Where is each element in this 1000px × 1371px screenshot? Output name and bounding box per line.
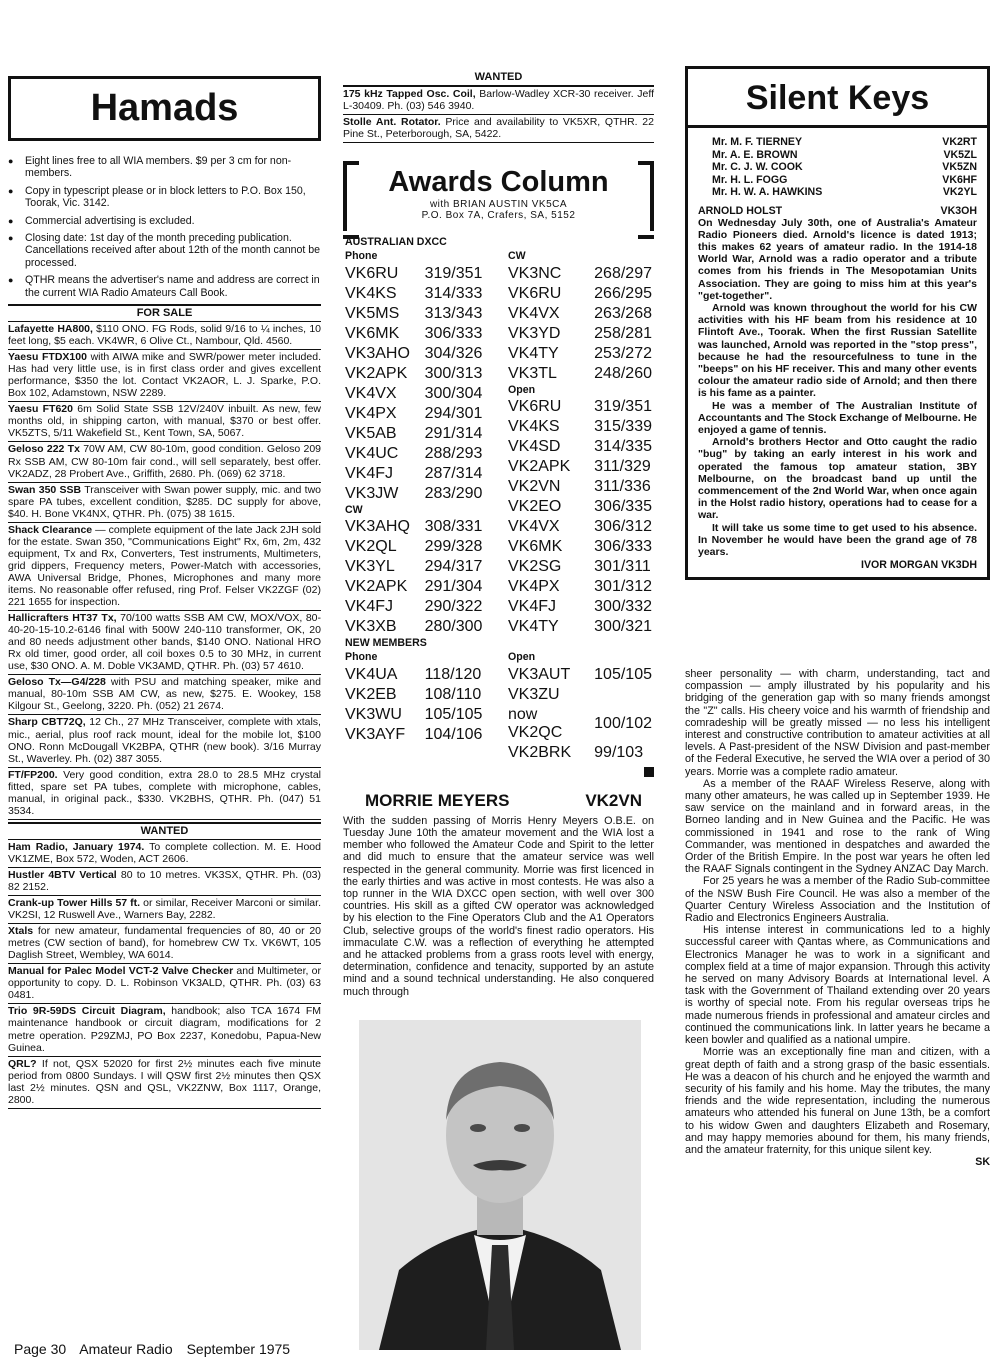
ad-lead: Stolle Ant. Rotator.	[343, 116, 441, 129]
dxcc-call: VK3JW	[345, 484, 399, 502]
ad-item	[8, 483, 321, 523]
dxcc-score: 99/103	[594, 743, 644, 761]
ad-text: — complete equipment of the late Jack 2JH sold for the estate. Swan 350, "Communications Eight" Rx, 6m, 2m, 432 equipment, Tx and Rx, Converters, Test instruments, Multimeters, grid dippers, Frequency meters, Power-Match with accessories, AWA Universal Bridge, Phones, Microphones and many more items. No reasonable offer refused, ring Prof. Felser VK2ZGF (02) 221 1655 for inspection.	[8, 523, 321, 609]
page-number: Page 30	[14, 1341, 67, 1357]
morrie-call: VK2VN	[585, 790, 642, 810]
dxcc-call: VK5MS	[345, 304, 400, 322]
silent-keys-title: Silent Keys	[685, 66, 990, 128]
sk-end-mark: SK	[975, 1156, 990, 1169]
holst-para: Arnold's brothers Hector and Otto caught the radio "bug" by taking an early interest in his work and operated the famous top amateur station, 3BY Melbourne, on the broadcast band up until the commencement of the 2nd World War, when once again in the Holst radio history, operations had to cease for a war.	[698, 436, 977, 522]
dxcc-score: 288/293	[424, 444, 483, 462]
ad-lead: Hallicrafters HT37 Tx,	[8, 612, 117, 625]
page-footer	[14, 1341, 300, 1357]
morrie-para: With the sudden passing of Morris Henry Meyers O.B.E. on Tuesday June 10th the amateur movement and the WIA lost a member who followed the Amateur Code and Spirit to the letter and did much to ensure that the amateur service was well respected in the general community. Morrie was first licenced in the early thirties and was active in most contests. He was also a top runner in the WIA DXCC open section, with well over 300 countries. His skill as a gifted CW operator was acknowledged by his election to the Fine Operators Club and the A1 Operators Club, selective groups of the world's finest radio operators. His immaculate C.W. was a reflection of everything he attempted and he attacked problems from a grass roots level with energy, determination, confidence and tenacity, supported by an astute mind and a sound technical understanding. He also conquered much through	[343, 814, 654, 998]
dxcc-row	[508, 398, 652, 416]
ad-item	[8, 402, 321, 442]
dxcc-call: VK4FJ	[345, 464, 394, 482]
dxcc-heading-row	[508, 251, 652, 263]
awards-title: Awards Column	[388, 166, 609, 199]
ad-lead: Shack Clearance	[8, 523, 93, 536]
ad-item	[343, 87, 654, 115]
dxcc-row	[345, 485, 489, 503]
hamads-rules	[8, 155, 321, 299]
dxcc-row	[345, 618, 489, 636]
dxcc-call: VK3YL	[345, 558, 395, 576]
silent-key-name: Mr. H. L. FOGG	[712, 173, 788, 186]
dxcc-row	[345, 598, 489, 616]
holst-obituary	[698, 217, 977, 559]
dxcc-row	[345, 706, 489, 724]
for-sale-heading: FOR SALE	[8, 304, 321, 322]
dxcc-row	[345, 405, 489, 423]
dxcc-row	[508, 618, 652, 636]
ad-lead: Manual for Palec Model VCT-2 Valve Checker	[8, 965, 234, 978]
rule-item: ● Eight lines free to all WIA members. $9 per 3 cm for non-members.	[8, 155, 321, 180]
dxcc-score: 291/314	[424, 424, 483, 442]
ad-lead: Hustler 4BTV Vertical	[8, 868, 117, 881]
dxcc-score: 306/333	[594, 538, 652, 556]
ad-text: 80 to 10 metres. VK3SX, QTHR. Ph. (03) 82 2152.	[8, 868, 321, 893]
dxcc-row	[508, 686, 652, 704]
dxcc-call: VK4FJ	[508, 598, 557, 616]
dxcc-row	[508, 538, 652, 556]
middle-column	[343, 66, 654, 1350]
holst-heading	[698, 205, 977, 217]
dxcc-call: VK2APK	[345, 364, 408, 382]
ad-item	[8, 611, 321, 675]
ad-lead: Ham Radio, January 1974.	[8, 840, 145, 853]
ad-text: Very good condition, extra 28.0 to 28.5 MHz crystal fitted, spare set PA tubes, complete with microphone, cables, manual, in original pack., $330. VK2BHS, QTHR. Ph. (047) 51 3534.	[8, 768, 321, 817]
holst-signature: IVOR MORGAN VK3DH	[861, 559, 977, 572]
dxcc-call: now VK2QC	[508, 705, 563, 741]
dxcc-call: VK3AUT	[508, 665, 571, 683]
ad-lead: Yaesu FT620	[8, 403, 73, 416]
silent-key-name: Mr. H. W. A. HAWKINS	[712, 186, 823, 198]
dxcc-call: VK3AHQ	[345, 518, 410, 536]
dxcc-call: VK2APK	[345, 578, 408, 596]
silent-keys-column	[685, 66, 990, 580]
ad-text: Price and availability to VK5XR, QTHR. 22 Pine St., Peterborough, SA, 5422.	[343, 116, 654, 141]
dxcc-row	[345, 578, 489, 596]
ad-lead: Sharp CBT72Q,	[8, 716, 86, 729]
ad-item	[8, 322, 321, 350]
dxcc-row	[508, 458, 652, 476]
portrait-image	[359, 1020, 641, 1350]
dxcc-row	[345, 425, 489, 443]
dxcc-row	[508, 744, 652, 762]
dxcc-row	[345, 365, 489, 383]
dxcc-row	[508, 325, 652, 343]
dxcc-call: VK4PX	[508, 578, 560, 596]
dxcc-heading-row	[345, 505, 489, 517]
dxcc-score: 319/351	[424, 264, 483, 282]
dxcc-row	[345, 726, 489, 744]
dxcc-call: VK3WU	[345, 705, 402, 723]
silent-key-call: VK5ZL	[943, 148, 977, 161]
hamads-column	[8, 66, 321, 1109]
ad-item	[8, 964, 321, 1004]
ad-lead: Yaesu FTDX100	[8, 351, 87, 364]
ad-text: and Multimeter, or opportunity to copy. D. L. Robinson VK3ALD, QTHR. Ph. (03) 63 0481.	[8, 965, 322, 1002]
dxcc-score: 266/295	[594, 284, 652, 302]
dxcc-listing	[343, 235, 654, 764]
dxcc-row	[508, 706, 652, 742]
ad-lead: Xtals	[8, 925, 34, 938]
dxcc-row	[508, 345, 652, 363]
morrie-portrait	[359, 1020, 641, 1350]
dxcc-score: 287/314	[424, 464, 483, 482]
ad-text: handbook; also TCA 1674 FM maintenance handbook or circuit diagram, modifications for 2 metre operation. P29ZMJ, PO Box 2237, Konedobu, Papua-New Guinea.	[8, 1005, 321, 1054]
dxcc-call: VK2EB	[345, 685, 397, 703]
silent-key-row	[698, 174, 977, 187]
morrie-para: sheer personality — with charm, understanding, tact and compassion — amply illustrated by his popularity and his bridging of the generation gap with so many friends amongst the "Z" calls. His cheery voice and his warmth of friendship and comradeship will be greatly missed — no less his intelligent interest and constructive contribution to amateur activities at all levels. A Past-president of the NSW Division and past-member of the Federal Executive, he served the WIA over a period of 30 years. Morrie was a complete radio amateur.	[685, 668, 990, 778]
dxcc-score: 268/297	[594, 264, 652, 282]
dxcc-call: VK6RU	[508, 284, 562, 302]
silent-key-call: VK6HF	[942, 173, 977, 186]
dxcc-call: VK6RU	[508, 398, 562, 416]
awards-column	[343, 161, 654, 777]
dxcc-heading: Open	[508, 651, 536, 663]
dxcc-score: 118/120	[424, 665, 482, 683]
dxcc-score: 299/328	[424, 538, 483, 556]
dxcc-heading	[508, 638, 652, 650]
rule-item: ● QTHR means the advertiser's name and address are correct in the current WIA Radio Amateurs Call Book.	[8, 274, 321, 299]
dxcc-score: 300/321	[594, 618, 652, 636]
for-sale-list	[8, 322, 321, 820]
dxcc-call: VK3TL	[508, 364, 557, 382]
dxcc-left-table	[343, 235, 491, 746]
dxcc-call: VK3XB	[345, 618, 397, 636]
dxcc-call: VK6MK	[345, 324, 400, 342]
morrie-intro	[343, 815, 654, 998]
dxcc-score: 314/333	[424, 284, 483, 302]
dxcc-score: 301/312	[594, 578, 652, 596]
ad-lead: Crank-up Tower Hills 57 ft.	[8, 897, 141, 910]
dxcc-row	[508, 558, 652, 576]
rule-item: ● Commercial advertising is excluded.	[8, 215, 321, 227]
wanted-mid-list	[343, 87, 654, 143]
dxcc-score: 300/313	[424, 364, 483, 382]
dxcc-score: 258/281	[594, 324, 652, 342]
ad-text: 70/100 watts SSB AM CW, MOX/VOX, 80-40-20-15-10.2-6146 final with 500W 240-110 transformer, OK, 20 and 80 needs adjustment other bands, $140 ONO. National HRO Rx old timer, good order, all coil boxes 0.5 to 30 MHz, in current use, $30 ONO. A. M. Doble VK3AMD, QTHR. Ph. (03) 57 4610.	[8, 612, 321, 673]
dxcc-score: 308/331	[424, 518, 483, 536]
ad-item	[8, 715, 321, 767]
dxcc-row	[508, 418, 652, 436]
silent-key-call: VK2YL	[942, 186, 977, 198]
dxcc-score: 319/351	[594, 398, 652, 416]
awards-byline: with BRIAN AUSTIN VK5CA	[429, 199, 568, 211]
dxcc-heading-row	[508, 237, 652, 249]
dxcc-call: VK4VX	[508, 304, 560, 322]
dxcc-call: VK4UA	[345, 665, 398, 683]
dxcc-heading	[508, 237, 652, 249]
issue-date: September 1975	[186, 1341, 291, 1357]
ad-item	[8, 1057, 321, 1109]
dxcc-row	[508, 438, 652, 456]
dxcc-call: VK5AB	[345, 424, 397, 442]
ad-item	[8, 675, 321, 715]
dxcc-row	[508, 265, 652, 283]
awards-address: P.O. Box 7A, Crafers, SA, 5152	[421, 210, 576, 222]
dxcc-score: 291/304	[424, 578, 483, 596]
ad-lead: Lafayette HA800,	[8, 323, 93, 336]
dxcc-score: 294/317	[424, 558, 483, 576]
dxcc-call: VK6RU	[345, 264, 399, 282]
dxcc-score: 311/329	[594, 458, 651, 476]
dxcc-score: 248/260	[594, 364, 652, 382]
dxcc-call: VK4UC	[345, 444, 399, 462]
holst-call: VK3OH	[940, 204, 977, 217]
dxcc-score: 253/272	[594, 344, 652, 362]
dxcc-score: 314/335	[594, 438, 652, 456]
ad-item	[8, 442, 321, 482]
silent-key-name: Mr. C. J. W. COOK	[712, 161, 803, 173]
ad-text: with PSU and matching speaker, mike and manual, 80-10m SSB AM CW, as new, $275. E. Wookey, 158 Kilgour St., Geelong, 3220. Ph. (052) 21 2674.	[8, 676, 321, 713]
dxcc-row	[345, 385, 489, 403]
silent-key-name: Mr. M. F. TIERNEY	[712, 136, 803, 148]
dxcc-score: 105/105	[424, 705, 483, 723]
holst-name: ARNOLD HOLST	[698, 204, 783, 217]
dxcc-call: VK3AYF	[345, 725, 406, 743]
dxcc-score: 301/311	[594, 558, 651, 576]
dxcc-score: 306/312	[594, 518, 652, 536]
dxcc-call: VK3AHO	[345, 344, 410, 362]
ad-item	[8, 840, 321, 868]
dxcc-heading-row	[345, 251, 489, 263]
holst-para: It will take us some time to get used to his absence. In November he would have been the grand age of 78 years.	[698, 521, 977, 558]
morrie-para: For 25 years he was a member of the Radio Sub-committee of the NSW Bush Fire Council. He was also a member of the Quarter Century Wireless Association and the Institution of Radio and Electronics Engineers Australia.	[685, 875, 990, 925]
ad-text: 70W AM, CW 80-10m, good condition. Geloso 209 Rx SSB AM, CW 80-10m fair cond., will sell separately, best offer. VK2ADZ, 28 Probert Ave., Griffith, 2680. Ph. (069) 62 3718.	[8, 443, 321, 480]
dxcc-heading: NEW MEMBERS	[345, 637, 427, 650]
dxcc-heading: CW	[508, 249, 526, 262]
morrie-heading	[343, 791, 654, 811]
dxcc-call: VK2QL	[345, 538, 397, 556]
dxcc-heading-row	[345, 638, 489, 650]
dxcc-call: VK3NC	[508, 264, 562, 282]
ad-lead: Geloso Tx—G4/228	[8, 676, 106, 689]
dxcc-heading-row	[508, 385, 652, 397]
ad-item	[343, 115, 654, 143]
dxcc-row	[508, 578, 652, 596]
dxcc-row	[508, 498, 652, 516]
morrie-name: MORRIE MEYERS	[365, 790, 510, 810]
dxcc-heading: Phone	[345, 249, 378, 262]
ad-text: or similar, Receiver Marconi or similar. VK2SI, 12 Ruswell Ave., Warners Bay, 2282.	[8, 897, 321, 922]
dxcc-score: 315/339	[594, 418, 652, 436]
dxcc-heading-row	[345, 237, 489, 249]
dxcc-row	[508, 518, 652, 536]
ad-lead: QRL?	[8, 1057, 37, 1070]
wanted-mid-heading: WANTED	[343, 70, 654, 87]
dxcc-score: 311/336	[594, 478, 651, 496]
dxcc-row	[345, 285, 489, 303]
ad-item	[8, 868, 321, 896]
silent-key-call: VK2RT	[942, 136, 977, 148]
ad-item	[8, 768, 321, 820]
ad-text: for new amateur, fundamental frequencies of 80, 40 or 20 metres (CW section of band), for homebrew CW Tx. VK6WT, 105 Daglish Street, Wembley, WA 6014.	[8, 925, 321, 962]
dxcc-call: VK4SD	[508, 438, 561, 456]
dxcc-call: VK4VX	[345, 384, 397, 402]
dxcc-heading-row	[508, 638, 652, 650]
dxcc-call: VK4VX	[508, 518, 560, 536]
silent-key-row	[698, 161, 977, 174]
dxcc-score: 105/105	[594, 665, 652, 683]
dxcc-call: VK6MK	[508, 538, 563, 556]
dxcc-call: VK4TY	[508, 344, 559, 362]
dxcc-score: 263/268	[594, 304, 652, 322]
dxcc-call: VK2EO	[508, 498, 562, 516]
dxcc-score: 300/304	[424, 384, 483, 402]
morrie-para: As a member of the RAAF Wireless Reserve, along with many other amateurs, he was called up in September 1939. He saw service on the mainland and in forward areas, in the Borneo landing and in New Guinea and the Pacific. He was commissioned in 1941 and rose to the rank of Wing Commander, was mentioned in despatches and awarded the Order of the British Empire. In the post war years he often led the RAAF Signals contingent in the Sydney ANZAC Day March.	[685, 777, 990, 876]
ad-text: To complete collection. M. E. Hood VK1ZME, Box 572, Woden, ACT 2606.	[8, 840, 321, 865]
dxcc-row	[508, 365, 652, 383]
dxcc-score	[588, 686, 652, 704]
dxcc-call: VK4KS	[345, 284, 397, 302]
morrie-continued	[685, 668, 990, 1168]
dxcc-row	[508, 305, 652, 323]
dxcc-score: 283/290	[424, 484, 483, 502]
dxcc-right-table	[506, 235, 654, 764]
ad-item	[8, 1004, 321, 1056]
dxcc-heading: Open	[508, 383, 536, 396]
holst-para: He was a member of The Australian Institute of Accountants and The Stock Exchange of Melbourne. He enjoyed a game of tennis.	[698, 399, 977, 436]
dxcc-row	[508, 285, 652, 303]
magazine-name: Amateur Radio	[79, 1341, 173, 1357]
dxcc-row	[345, 538, 489, 556]
morrie-para: His intense interest in communications led to a highly successful career with Qantas where, as Communications and Electronics Manager he was to work in a significant and complex field at a time of major expansion. Through this activity he served on many Advisory Boards at International level. A task with the Government of Thailand extending over 20 years is worthy of special note. From his regular overseas trips he made numerous friends in professional and amateur circles and continued the communications link. In latter years he became a keen bowler and qualified as a national umpire.	[685, 924, 990, 1047]
hamads-title: Hamads	[8, 76, 321, 141]
rule-item: ● Closing date: 1st day of the month preceding publication. Cancellations received after about 12th of the month cannot be processed.	[8, 232, 321, 269]
dxcc-call: VK4KS	[508, 418, 560, 436]
dxcc-score: 280/300	[424, 618, 483, 636]
dxcc-score: 290/322	[424, 598, 483, 616]
holst-para: Arnold was known throughout the world for his CW activities with his HF beam from his residence at 10 Flintoft Ave., Toorak. When the first Russian Satellite was launched, Arnold was reported in the "stop press", because he had the resourcefulness to tune in the "beeps" on his HF receiver. This and many other events colour the amateur radio side of Arnold; and then there is his fame as a painter.	[698, 301, 977, 400]
dxcc-row	[345, 305, 489, 323]
dxcc-score: 108/110	[424, 685, 482, 703]
dxcc-call: VK3ZU	[508, 685, 560, 703]
end-mark	[644, 767, 654, 777]
silent-key-call: VK5ZN	[942, 161, 977, 173]
wanted-list	[8, 840, 321, 1109]
dxcc-score: 313/343	[424, 304, 483, 322]
dxcc-call: VK4FJ	[345, 598, 394, 616]
ad-text: If not, QSX 52020 for first 2½ minutes each five minute period from 0800 Sundays. I will QSW first 2½ minutes then QSX last 2½ minutes. QSN and QSL, VK2ZNW, Box 1117, Orange, 2800.	[8, 1057, 321, 1106]
dxcc-heading: Phone	[345, 651, 378, 663]
dxcc-score: 104/106	[424, 725, 483, 743]
dxcc-score: 306/335	[594, 498, 652, 516]
dxcc-row	[508, 598, 652, 616]
dxcc-row	[345, 345, 489, 363]
ad-item	[8, 896, 321, 924]
ad-lead: Trio 9R-59DS Circuit Diagram,	[8, 1005, 166, 1018]
silent-key-name: Mr. A. E. BROWN	[712, 148, 798, 161]
dxcc-score: 304/326	[424, 344, 483, 362]
ad-lead: Geloso 222 Tx	[8, 443, 80, 456]
ad-item	[8, 924, 321, 964]
dxcc-row	[345, 265, 489, 283]
dxcc-heading-row	[508, 652, 652, 664]
dxcc-row	[345, 666, 489, 684]
rule-item: ● Copy in typescript please or in block letters to P.O. Box 150, Toorak, Vic. 3142.	[8, 185, 321, 210]
ad-lead: FT/FP200.	[8, 768, 58, 781]
ad-item	[8, 523, 321, 611]
dxcc-row	[345, 325, 489, 343]
dxcc-call: VK4TY	[508, 618, 559, 636]
ad-text: Transceiver with Swan power supply, mic. and two spare PA tubes, excellent condition, $285. DC supply for above, $40. H. Bone VK4NX, QTHR. Ph. (075) 38 1615.	[8, 483, 321, 520]
silent-key-row	[698, 186, 977, 199]
dxcc-row	[345, 445, 489, 463]
dxcc-row	[345, 686, 489, 704]
ad-text: with AIWA mike and SWR/power meter included. Has had very little use, is in first class order and gives excellent performance, $350 the lot. Contact VK2AOR, L. J. Sparke, P.O. Box 102, Adamstown, NSW 2289.	[8, 351, 321, 400]
ad-text: 6m Solid State SSB 12V/240V inbuilt. As new, few months old, in shipping carton, with manual, $370 or best offer. VK5ZTS, 5/11 Wakefield St., Kent Town, SA, 5067.	[8, 403, 321, 440]
dxcc-heading: AUSTRALIAN DXCC	[345, 236, 447, 249]
silent-key-row	[698, 149, 977, 162]
holst-para: On Wednesday July 30th, one of Australia's Amateur Radio Pioneers died. Arnold's licence is dated 1913; this makes 62 years of amateur radio. In the 1914-18 World War, Arnold was a radio operator and a tribute comes from his friends in The Mesopotamian Units Association. They are going to miss him at this year's "get-together".	[698, 216, 977, 302]
dxcc-row	[508, 666, 652, 684]
ad-text: Barlow-Wadley XCR-30 receiver. Jeff L-30409. Ph. (03) 546 3940.	[343, 88, 654, 113]
ad-lead: Swan 350 SSB	[8, 483, 82, 496]
ad-text: $110 ONO. FG Rods, solid 9/16 to ¼ inches, 10 feet long, $5 each. VK4WR, 6 Olive Ct., Nambour, Qld. 4560.	[8, 323, 321, 348]
dxcc-row	[508, 478, 652, 496]
dxcc-score: 100/102	[594, 714, 652, 732]
dxcc-row	[345, 558, 489, 576]
dxcc-call: VK4PX	[345, 404, 397, 422]
wanted-heading: WANTED	[8, 822, 321, 840]
awards-header	[343, 161, 654, 231]
dxcc-row	[345, 465, 489, 483]
dxcc-call: VK2VN	[508, 478, 561, 496]
ad-item	[8, 350, 321, 402]
dxcc-score: 300/332	[594, 598, 652, 616]
dxcc-call: VK2BRK	[508, 743, 572, 761]
dxcc-heading: CW	[345, 503, 363, 516]
silent-keys-box	[685, 128, 990, 580]
dxcc-call: VK3YD	[508, 324, 561, 342]
dxcc-score: 294/301	[424, 404, 483, 422]
ad-text: 12 Ch., 27 MHz Transceiver, complete with xtals, mic., aerial, plus roof rack mount, ideal for the mobile lot, $100 ONO. Ronn McDougall VK2BPA, QTHR (new book). 3/16 Murray St., Waverley. Ph. (02) 387 3055.	[8, 716, 321, 765]
morrie-para: Morrie was an exceptionally fine man and citizen, with a great depth of faith and a strong grasp of the basic essentials. He was a deacon of his church and he enjoyed the warmth and security of his family and his home. May the tributes, the many friends and the wide representation, including the numerous amateurs who attended his funeral on June 13th, be a comfort to his widow Gwen and daughters Elizabeth and Rosemary, and may happy memories abound for them, his many friends, and the amateur fraternity, for this unique silent key.	[685, 1046, 990, 1156]
silent-keys-list	[698, 136, 977, 199]
ad-lead: 175 kHz Tapped Osc. Coil,	[343, 88, 476, 100]
dxcc-call: VK2SG	[508, 558, 562, 576]
dxcc-row	[345, 518, 489, 536]
dxcc-score: 306/333	[424, 324, 483, 342]
dxcc-heading-row	[345, 652, 489, 664]
dxcc-call: VK2APK	[508, 458, 571, 476]
silent-key-row	[698, 136, 977, 149]
